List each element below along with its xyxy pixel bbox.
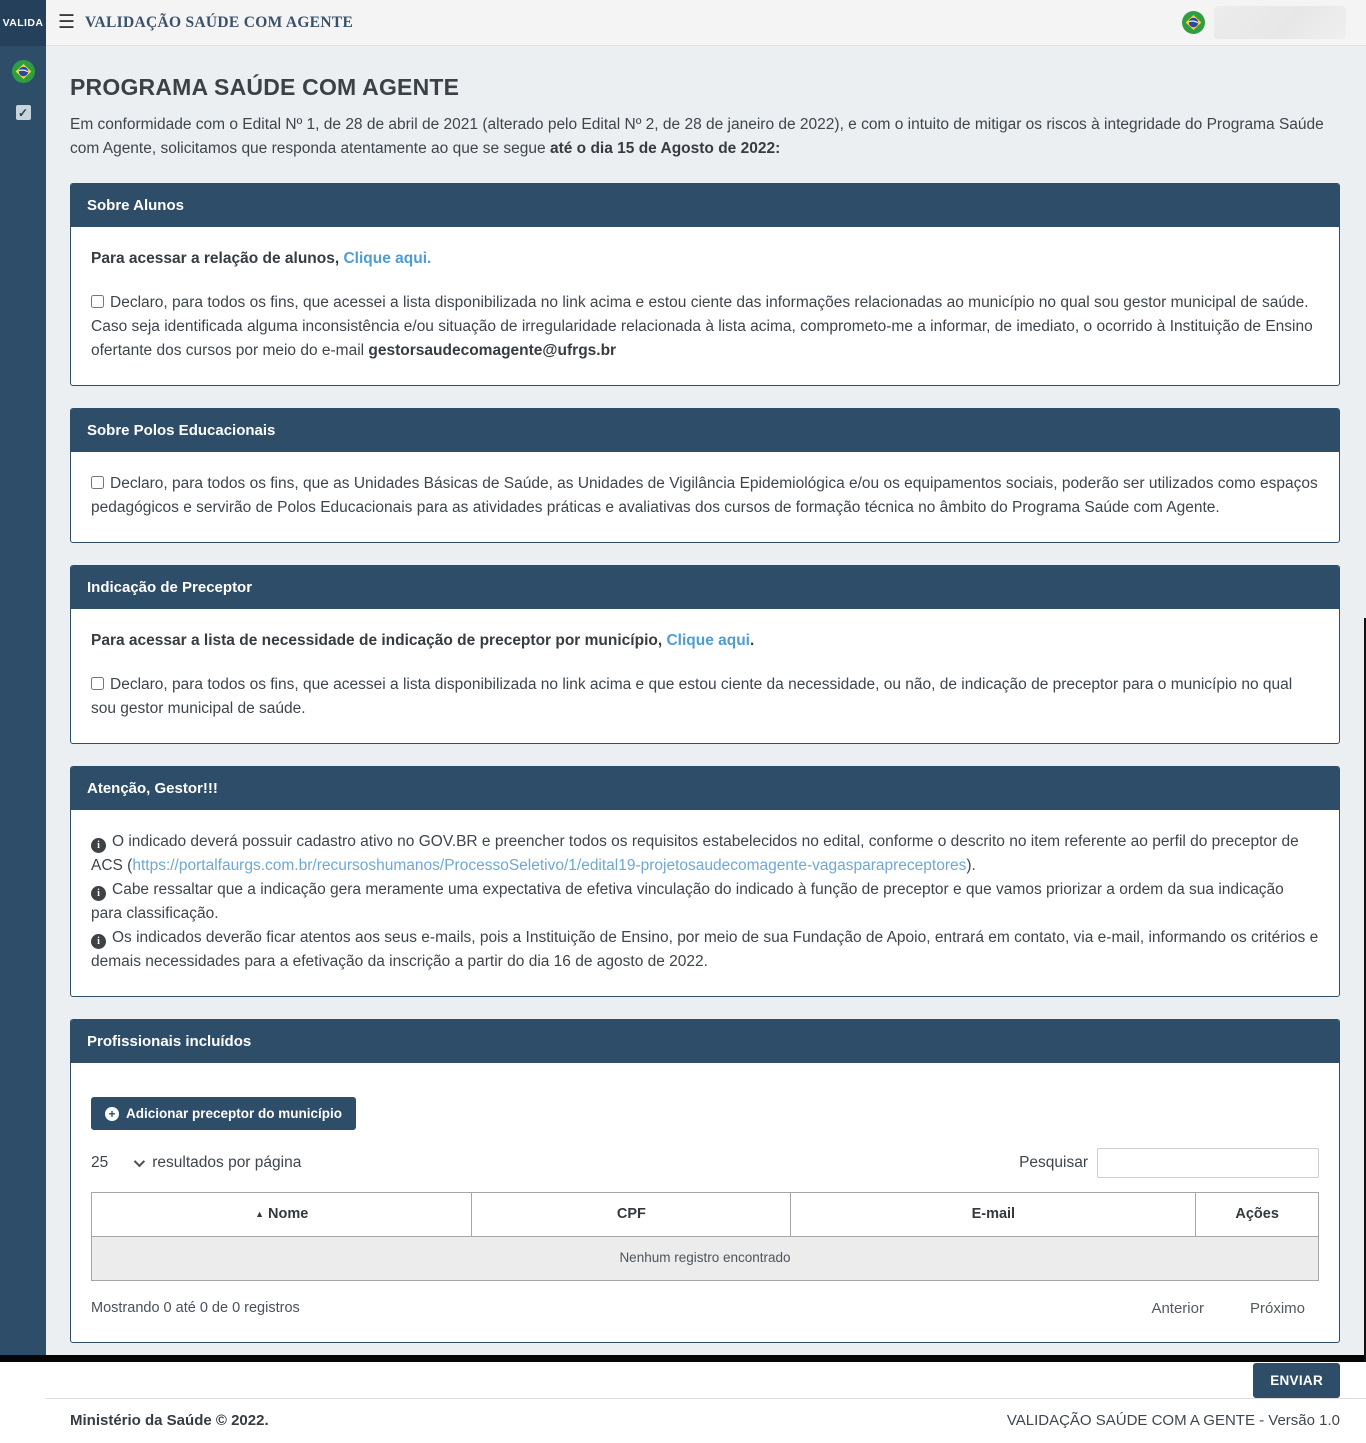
topbar [46,0,1366,46]
intro-deadline: até o dia 15 de Agosto de 2022: [549,140,781,158]
alunos-declaration-checkbox[interactable] [91,295,104,308]
search-label: Pesquisar [1019,1154,1088,1172]
column-header-email[interactable]: E-mail [791,1193,1196,1236]
empty-table-message: Nenhum registro encontrado [92,1236,1319,1280]
intro-paragraph [70,113,1340,161]
window-bottom-edge [0,1355,1366,1362]
enviar-button[interactable]: ENVIAR [1253,1363,1340,1398]
column-header-cpf[interactable]: CPF [472,1193,791,1236]
panel-polos-body [71,452,1339,542]
main-column [46,0,1366,1430]
column-header-nome[interactable]: ▲ Nome [92,1193,472,1236]
polos-declaration: Declaro, para todos os fins, que as Unidades Básicas de Saúde, as Unidades de Vigilância Epidemiológica e/ou os equipamentos sociais, poderão ser utilizados como espaços pedagógicos e servirão de Polos Educacionais para as atividades práticas e avaliativas dos cursos de formação técnica no âmbito do Programa Saúde com Agente. [91,475,1318,517]
table-header-row [92,1193,1319,1236]
panel-indicacao-preceptor [70,565,1340,744]
panel-profissionais-body [71,1063,1339,1342]
preceptor-declaration-checkbox[interactable] [91,677,104,690]
sidebar-brand: VALIDA [0,0,46,46]
atencao-item-2: i Cabe ressaltar que a indicação gera meramente uma expectativa de efetiva vinculação do indicado à função de preceptor e que vamos priorizar a ordem da sua indicação para classificação. [91,881,1284,923]
empty-table-row [92,1236,1319,1280]
preceptor-declaration: Declaro, para todos os fins, que acessei a lista disponibilizada no link acima e que estou ciente da necessidade, ou não, de indicação de preceptor para o município no qual sou gestor municipal de saúde. [91,676,1293,718]
page-size-select[interactable]: 25 [91,1151,142,1175]
alunos-clique-aqui-link[interactable]: Clique aqui. [343,250,432,268]
sort-ascending-icon: ▲ [255,1209,264,1220]
footer-version: VALIDAÇÃO SAÚDE COM A GENTE - Versão 1.0 [1006,1412,1340,1430]
search-area [1019,1148,1319,1178]
panel-preceptor-body [71,609,1339,743]
brazil-flag-icon[interactable] [12,60,35,83]
panel-sobre-alunos-body [71,227,1339,385]
plus-circle-icon: + [105,1107,119,1121]
intro-text: Em conformidade com o Edital Nº 1, de 28 de abril de 2021 (alterado pelo Edital Nº 2, de 28 de janeiro de 2022), e com o intuito de mitigar os riscos à integridade do Programa Saúde com Agente, solicitamos que responda atentamente ao que se segue [70,116,1324,158]
app-title: VALIDAÇÃO SAÚDE COM AGENTE [85,13,354,31]
brazil-flag-icon[interactable] [1182,11,1205,34]
page-content [46,46,1366,1398]
search-input[interactable] [1097,1148,1319,1178]
submit-row [70,1363,1340,1398]
panel-atencao-title: Atenção, Gestor!!! [71,767,1339,810]
pagination [1151,1297,1319,1320]
atencao-item-3: i Os indicados deverão ficar atentos aos seus e-mails, pois a Instituição de Ensino, por meio de sua Fundação de Apoio, entrará em contato, via e-mail, informando os critérios e demais necessidades para a efetivação da inscrição a partir do dia 16 de agosto de 2022. [91,929,1319,971]
panel-preceptor-title: Indicação de Preceptor [71,566,1339,609]
add-preceptor-button[interactable]: + Adicionar preceptor do município [91,1097,356,1130]
polos-declaration-checkbox[interactable] [91,476,104,489]
page-title: PROGRAMA SAÚDE COM AGENTE [70,74,460,100]
panel-polos-educacionais [70,408,1340,543]
alunos-lead: Para acessar a relação de alunos, Clique aqui. [91,250,432,268]
preceptores-table [91,1192,1319,1280]
panel-polos-title: Sobre Polos Educacionais [71,409,1339,452]
alunos-declaration: Declaro, para todos os fins, que acessei a lista disponibilizada no link acima e estou ciente das informações relacionadas ao município no qual sou gestor municipal de saúde. Caso seja identificada alguma inconsistência e/ou situação de irregularidade relacionada à lista acima, comprometo-me a informar, de imediato, o ocorrido à Instituição de Ensino ofertante dos cursos por meio do e-mail gestorsaudecomagente@ufrgs.br [91,294,1313,360]
panel-sobre-alunos-title: Sobre Alunos [71,184,1339,227]
preceptor-lead: Para acessar a lista de necessidade de indicação de preceptor por município, Clique aqui. [91,632,755,650]
sidebar [0,0,46,1362]
topbar-right [1182,6,1354,39]
panel-profissionais-incluidos [70,1019,1340,1343]
alunos-email: gestorsaudecomagente@ufrgs.br [368,342,617,360]
info-icon: i [91,838,106,853]
panel-atencao-body [71,810,1339,996]
sidebar-item-validation[interactable]: ✓ [16,105,31,120]
records-summary: Mostrando 0 até 0 de 0 registros [91,1300,300,1317]
panel-profissionais-title: Profissionais incluídos [71,1020,1339,1063]
footer [46,1398,1366,1443]
footer-copyright: Ministério da Saúde © 2022. [70,1412,269,1430]
panel-sobre-alunos [70,183,1340,386]
page-size-label: resultados por página [152,1154,302,1172]
column-header-acoes[interactable]: Ações [1196,1193,1319,1236]
panel-atencao-gestor [70,766,1340,997]
menu-hamburger-icon[interactable]: ☰ [58,12,76,33]
info-icon: i [91,934,106,949]
user-name-redacted[interactable] [1214,6,1346,39]
edital-url-link[interactable]: https://portalfaurgs.com.br/recursoshumanos/ProcessoSeletivo/1/edital19-projetosaudecomagente-vagasparapreceptores [132,857,967,875]
preceptor-clique-aqui-link[interactable]: Clique aqui [666,632,750,650]
chevron-down-icon [134,1156,145,1167]
table-controls [91,1148,1319,1178]
pagination-previous[interactable]: Anterior [1151,1299,1204,1317]
info-icon: i [91,886,106,901]
pagination-next[interactable]: Próximo [1249,1299,1305,1317]
atencao-item-1: i O indicado deverá possuir cadastro ativo no GOV.BR e preencher todos os requisitos estabelecidos no edital, conforme o descrito no item referente ao perfil do preceptor de ACS (https://portalfaurgs.com.br/recursoshumanos/ProcessoSeletivo/1/edital19-projetosaudecomagente-vagasparapreceptores). [91,833,1299,875]
table-footer [91,1297,1319,1320]
